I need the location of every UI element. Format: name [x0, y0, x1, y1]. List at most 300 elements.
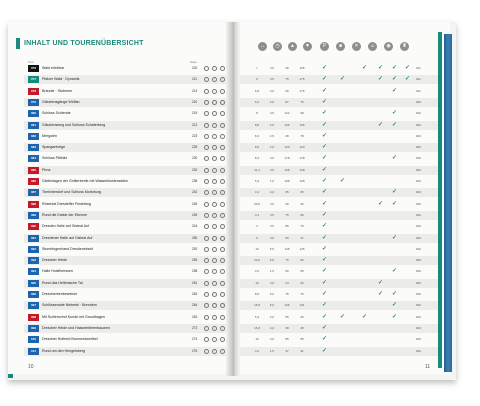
- right-page-edge-teal: [438, 32, 442, 368]
- difficulty-icon: [220, 179, 225, 184]
- difficulty-icon: [220, 213, 225, 218]
- descent-value: 26: [300, 280, 304, 285]
- difficulty-icon: [220, 281, 225, 286]
- difficulty-icon: [220, 134, 225, 139]
- ascent-value: 138: [284, 167, 290, 172]
- header-tour: Tour: [28, 60, 34, 64]
- tour-name: Stumhingenhand Dresdenebaht: [42, 246, 93, 251]
- ascent-value: 75: [285, 77, 289, 82]
- tour-code-badge: 088: [28, 201, 39, 208]
- tour-name: Schloss Schiende: [42, 111, 71, 116]
- check-mark: ✓: [322, 200, 328, 207]
- ascent-icon: ▲: [288, 42, 297, 51]
- table-row: [24, 109, 438, 118]
- row-ref: 002: [416, 179, 422, 183]
- difficulty-icon: [212, 281, 217, 286]
- time-value: 4,5: [269, 212, 275, 217]
- check-mark: ✓: [322, 87, 328, 94]
- table-row: [24, 132, 438, 141]
- check-mark: ✓: [322, 223, 328, 230]
- tour-page: 210: [192, 99, 198, 104]
- row-ref: 011: [416, 66, 421, 70]
- tour-page: 245: [192, 212, 198, 217]
- descent-value: 75: [300, 224, 304, 229]
- difficulty-icon: [212, 349, 217, 354]
- check-mark: ✓: [322, 313, 328, 320]
- distance-value: 10: [255, 280, 259, 285]
- time-value: 4,5: [269, 111, 275, 116]
- difficulty-icon: [212, 168, 217, 173]
- difficulty-icon: [204, 236, 209, 241]
- tour-code-badge: 086: [28, 178, 39, 185]
- difficulty-icon: [220, 202, 225, 207]
- check-mark: ✓: [392, 200, 398, 207]
- check-mark: ✓: [362, 65, 368, 71]
- check-mark: ✓: [322, 189, 328, 196]
- difficulty-icon: [220, 100, 225, 105]
- descent-value: 145: [299, 246, 305, 251]
- check-mark: ✓: [392, 313, 398, 320]
- tour-name: Schlösseralde Nieberbi · Brendern: [42, 303, 97, 308]
- descent-value: 138: [299, 167, 305, 172]
- right-page-edge-blue: [444, 34, 452, 372]
- tour-name: Schloss Pällnitz: [42, 156, 68, 161]
- ascent-value: 28: [285, 133, 289, 138]
- descent-value: 80: [300, 212, 304, 217]
- tour-name: Rund das Hellenische Tal: [42, 280, 83, 285]
- row-ref: 002: [416, 145, 422, 150]
- distance-value: 10: [255, 337, 259, 342]
- time-value: 1,0: [269, 179, 275, 183]
- ascent-value: 26: [285, 88, 289, 93]
- distance-value: 16,8: [254, 303, 260, 308]
- check-mark: ✓: [322, 234, 328, 241]
- train-icon: ■: [336, 42, 345, 51]
- descent-value: 78: [300, 133, 304, 138]
- difficulty-icon: [212, 247, 217, 252]
- check-mark: ✓: [392, 121, 398, 128]
- check-mark: ✓: [392, 291, 398, 297]
- tour-code-badge: 079: [28, 99, 39, 106]
- row-ref: 002: [416, 325, 422, 330]
- view-icon: ◉: [384, 42, 393, 51]
- row-ref: 002: [416, 337, 422, 342]
- table-row: [24, 200, 438, 209]
- tour-name: Rund die Katsie der Ebenne: [42, 212, 87, 217]
- time-value: 3,5: [269, 167, 275, 172]
- row-ref: 002: [416, 212, 422, 217]
- table-row: [24, 188, 438, 197]
- tour-page: 238: [192, 179, 198, 183]
- distance-value: 20,8: [254, 201, 260, 206]
- family-icon: ☺: [369, 43, 376, 49]
- row-ref: 002: [416, 246, 422, 251]
- check-mark: ✓: [378, 121, 384, 128]
- icon-header-row: [258, 42, 438, 54]
- table-row: [24, 87, 438, 96]
- difficulty-icon: [220, 292, 225, 297]
- tour-name: Dresdner Heide und Hasseleiterenbauwen: [42, 325, 110, 330]
- difficulty-icon: [220, 168, 225, 173]
- time-value: 5,5: [269, 246, 275, 251]
- difficulty-icon: [212, 315, 217, 320]
- check-mark: ✓: [322, 155, 328, 162]
- tour-name: Gläubensgänge Wölfan: [42, 99, 80, 104]
- table-row: [24, 267, 438, 276]
- difficulty-icon: [220, 66, 225, 71]
- difficulty-icon: [204, 179, 209, 184]
- table-row: [24, 324, 438, 333]
- descent-value: 135: [299, 122, 305, 127]
- tour-code-badge: 095: [28, 280, 39, 287]
- table-row: [24, 279, 438, 288]
- time-value: 2,0: [269, 314, 275, 319]
- descent-value: 178: [299, 156, 305, 161]
- tour-page: 223: [192, 133, 198, 138]
- check-mark: ✓: [322, 324, 328, 331]
- tour-name: Tierhinterdorf und Schloss Mortzburg: [42, 190, 101, 195]
- ascent-value: 38: [285, 325, 289, 330]
- ascent-value: 85: [285, 337, 289, 342]
- table-row: [24, 64, 438, 73]
- check-mark: ✓: [322, 98, 328, 105]
- difficulty-icon: [212, 66, 217, 71]
- tour-name: Gärtenlagen der Gnitterberlie mit Wasserklosteradden: [42, 179, 128, 183]
- difficulty-icon: [220, 247, 225, 252]
- descent-value: 55: [300, 269, 304, 274]
- ascent-value: 75: [285, 258, 289, 263]
- row-ref: 002: [416, 224, 422, 229]
- row-ref: 002: [416, 99, 422, 104]
- table-row: [24, 301, 438, 310]
- check-mark: ✓: [322, 121, 328, 128]
- distance-value: 7: [256, 66, 258, 70]
- tour-page: 263: [192, 314, 198, 319]
- table-row: [24, 121, 438, 130]
- tour-name: Rund um den Hengelsberg: [42, 348, 85, 353]
- difficulty-icon: [204, 326, 209, 331]
- check-mark: ✓: [322, 268, 328, 275]
- check-mark: ✓: [322, 245, 328, 252]
- tour-code-badge: 081: [28, 122, 39, 129]
- difficulty-icon: [220, 315, 225, 320]
- row-ref: 011: [416, 77, 421, 82]
- distance-value: 8,5: [254, 145, 260, 150]
- page-title: INHALT UND TOURENÜBERSICHT: [24, 40, 144, 47]
- tour-code-badge: 082: [28, 133, 39, 140]
- distance-icon: ↔: [260, 43, 265, 49]
- tour-page: 254: [192, 258, 198, 263]
- descent-icon: ▼: [303, 42, 312, 51]
- descent-value: 135: [299, 66, 305, 70]
- difficulty-icon: [212, 202, 217, 207]
- descent-value: 48: [300, 325, 304, 330]
- ascent-value: 136: [284, 303, 290, 308]
- time-value: 3,5: [269, 224, 275, 229]
- time-value: 3,5: [269, 77, 275, 82]
- ascent-value: 24: [285, 280, 289, 285]
- tour-page: 252: [192, 246, 198, 251]
- distance-value: 4,3: [254, 212, 260, 217]
- tour-code-badge: 093: [28, 257, 39, 264]
- tour-name: Dresdner Holtertd Brunnerdwerthel: [42, 337, 98, 342]
- check-mark: ✓: [392, 87, 398, 94]
- difficulty-icon: [220, 349, 225, 354]
- check-mark: ✓: [322, 211, 328, 218]
- ascent-value: 87: [285, 99, 289, 104]
- tour-page: 264: [192, 303, 198, 308]
- check-mark: ✓: [322, 279, 328, 286]
- distance-value: 9: [256, 77, 258, 82]
- check-mark: ✓: [322, 65, 328, 71]
- tour-name: Bräunle · Stubnern: [42, 88, 73, 93]
- tour-page: 225: [192, 145, 198, 150]
- distance-value: 8,3: [254, 133, 260, 138]
- difficulty-icon: [212, 123, 217, 128]
- check-mark: ✓: [392, 189, 398, 196]
- time-value: 1,5: [269, 269, 275, 274]
- tour-name: Spanganheige: [42, 145, 66, 150]
- difficulty-icon: [212, 326, 217, 331]
- distance-value: 5,3: [254, 99, 260, 104]
- check-mark: ✓: [378, 291, 384, 297]
- check-mark: ✓: [322, 347, 328, 354]
- tour-code-badge: 076: [28, 65, 39, 72]
- ascent-value: 25: [285, 201, 289, 206]
- table-row: [24, 211, 438, 220]
- row-ref: 002: [416, 133, 422, 138]
- tour-code-badge: 083: [28, 144, 39, 151]
- descent-value: 176: [299, 88, 305, 93]
- ascent-value: 75: [285, 292, 289, 296]
- check-mark: ✓: [340, 313, 346, 320]
- descent-value: 65: [300, 190, 304, 195]
- time-value: 5,0: [269, 292, 275, 296]
- distance-value: 8,8: [254, 122, 260, 127]
- title-bar: [16, 38, 20, 49]
- difficulty-icon: [204, 134, 209, 139]
- distance-value: 11,4: [254, 167, 260, 172]
- check-mark: ✓: [392, 302, 398, 309]
- tour-name: Rösental Dresdeffer Festefang: [42, 201, 91, 206]
- difficulty-icon: [204, 202, 209, 207]
- descent-value: 128: [299, 179, 305, 183]
- descent-value: 31: [300, 348, 304, 353]
- page-number-left: 10: [28, 364, 34, 370]
- tour-code-badge: 080: [28, 110, 39, 117]
- row-ref: 002: [416, 269, 422, 274]
- time-value: 4,0: [269, 337, 275, 342]
- tour-page: 263: [192, 292, 198, 296]
- ascent-value: 37: [285, 348, 289, 353]
- time-value: 5,0: [269, 303, 275, 308]
- tour-name: Halle Holzfinerssen: [42, 269, 73, 274]
- ascent-value: 55: [285, 314, 289, 319]
- row-ref: 002: [416, 190, 422, 195]
- check-mark: ✓: [405, 65, 411, 71]
- tour-code-badge: 089: [28, 212, 39, 219]
- difficulty-icon: [204, 292, 209, 297]
- difficulty-icon: [212, 134, 217, 139]
- difficulty-icon: [212, 236, 217, 241]
- distance-value: 4,5: [254, 269, 260, 274]
- tour-page: 274: [192, 337, 198, 342]
- ascent-value: 75: [285, 212, 289, 217]
- tour-name: Gläubensweg und Schloss Schaferberg: [42, 122, 106, 127]
- check-mark: ✓: [392, 155, 398, 162]
- row-ref: 002: [416, 111, 422, 116]
- check-mark: ✓: [392, 268, 398, 275]
- descent-value: 75: [300, 99, 304, 104]
- check-mark: ✓: [392, 110, 398, 117]
- descent-value: 75: [300, 292, 304, 296]
- tour-code-badge: 087: [28, 189, 39, 196]
- difficulty-icon: [212, 292, 217, 297]
- check-mark: ✓: [322, 166, 328, 173]
- tour-code-badge: 100: [28, 336, 39, 343]
- descent-value: 85: [300, 337, 304, 342]
- tour-page: 202: [192, 66, 198, 70]
- time-value: 2,5: [269, 133, 275, 138]
- tour-page: 246: [192, 201, 198, 206]
- tour-page: 214: [192, 88, 198, 93]
- time-value: 4,0: [269, 235, 275, 240]
- time-value: 3,5: [269, 156, 275, 161]
- check-mark: ✓: [322, 178, 328, 184]
- tour-page: 211: [192, 77, 198, 82]
- difficulty-icon: [204, 168, 209, 173]
- distance-value: 8: [256, 111, 258, 116]
- tour-page: 276: [192, 348, 198, 353]
- tour-code-badge: 097: [28, 302, 39, 309]
- descent-value: 131: [299, 303, 305, 308]
- ascent-value: 35: [285, 66, 289, 70]
- check-mark: ✓: [405, 76, 411, 83]
- food-icon: ✕: [352, 42, 361, 51]
- distance-value: 5,3: [254, 179, 260, 183]
- time-value: 4,0: [269, 325, 275, 330]
- tour-code-badge: 078: [28, 88, 39, 95]
- check-mark: ✓: [362, 313, 368, 320]
- descent-value: 120: [299, 145, 305, 150]
- table-row: [24, 75, 438, 84]
- page-number-right: 11: [425, 364, 431, 370]
- check-mark: ✓: [378, 76, 384, 83]
- check-mark: ✓: [322, 144, 328, 151]
- distance-value: 5,3: [254, 314, 260, 319]
- table-row: [24, 245, 438, 254]
- time-value: 2,0: [269, 145, 275, 150]
- tour-page: 212: [192, 122, 198, 127]
- ascent-value: 105: [284, 122, 290, 127]
- check-mark: ✓: [322, 76, 328, 83]
- row-ref: 002: [416, 303, 422, 308]
- descent-value: 65: [300, 314, 304, 319]
- ascent-value: 85: [285, 224, 289, 229]
- table-row: [24, 347, 438, 356]
- distance-value: 4: [256, 224, 258, 229]
- tour-code-badge: 084: [28, 155, 39, 162]
- distance-value: 10: [255, 246, 259, 251]
- distance-value: 16,8: [254, 325, 260, 330]
- tour-name: Dresdener Halle auf Gisteal Auf: [42, 235, 93, 240]
- check-mark: ✓: [392, 234, 398, 241]
- row-ref: 011: [416, 88, 421, 93]
- difficulty-icon: [212, 213, 217, 218]
- row-ref: 002: [416, 280, 422, 285]
- table-row: [24, 177, 438, 186]
- tour-name: Pirna: [42, 167, 51, 172]
- ascent-value: 65: [285, 235, 289, 240]
- ascent-value: 35: [285, 190, 289, 195]
- row-ref: 002: [416, 292, 422, 296]
- ascent-value: 50: [285, 269, 289, 274]
- difficulty-icon: [212, 100, 217, 105]
- difficulty-icon: [204, 247, 209, 252]
- tour-page: 250: [192, 235, 198, 240]
- check-mark: ✓: [340, 178, 346, 184]
- row-ref: 002: [416, 156, 422, 161]
- table-row: [24, 335, 438, 344]
- row-ref: 002: [416, 235, 422, 240]
- time-value: 2,0: [269, 122, 275, 127]
- check-mark: ✓: [392, 65, 398, 71]
- tour-page: 244: [192, 224, 198, 229]
- descent-value: 17: [300, 235, 304, 240]
- table-row: [24, 256, 438, 265]
- descent-value: 98: [300, 111, 304, 116]
- time-value: 4,0: [269, 280, 275, 285]
- check-mark: ✓: [322, 302, 328, 309]
- distance-value: 4,2: [254, 348, 260, 353]
- tour-name: Mergolen: [42, 133, 57, 138]
- tour-name: Dresden Halle auf Gisteal Auf: [42, 224, 90, 229]
- row-ref: 002: [416, 258, 422, 263]
- difficulty-icon: [220, 123, 225, 128]
- tour-name: Pfalzer Wald · Dynamik: [42, 77, 80, 82]
- difficulty-icon: [204, 100, 209, 105]
- table-row: [24, 98, 438, 107]
- table-row: [24, 234, 438, 243]
- difficulty-icon: [204, 349, 209, 354]
- table-row: [24, 313, 438, 322]
- tour-code-badge: 094: [28, 268, 39, 275]
- row-ref: 002: [416, 201, 422, 206]
- time-value: 4,0: [269, 190, 275, 195]
- check-mark: ✓: [322, 291, 328, 297]
- tour-page: 242: [192, 190, 198, 195]
- distance-value: 10,2: [254, 258, 260, 263]
- tour-code-badge: 098: [28, 314, 39, 321]
- difficulty-icon: [220, 89, 225, 94]
- table-row: [24, 166, 438, 175]
- check-mark: ✓: [378, 65, 384, 71]
- distance-value: 6,8: [254, 88, 260, 93]
- time-value: 2,0: [269, 99, 275, 104]
- time-value: 4,5: [269, 201, 275, 206]
- tour-page: 219: [192, 111, 198, 116]
- difficulty-icon: [220, 236, 225, 241]
- check-mark: ✓: [322, 336, 328, 343]
- tour-name: Dresdnerbenbeweiser: [42, 292, 78, 296]
- distance-value: 9: [256, 235, 258, 240]
- difficulty-icon: [220, 326, 225, 331]
- tour-page: 272: [192, 325, 198, 330]
- time-value: 1,5: [269, 348, 275, 353]
- difficulty-icon: [204, 281, 209, 286]
- row-ref: 002: [416, 314, 422, 319]
- ascent-value: 178: [284, 156, 290, 161]
